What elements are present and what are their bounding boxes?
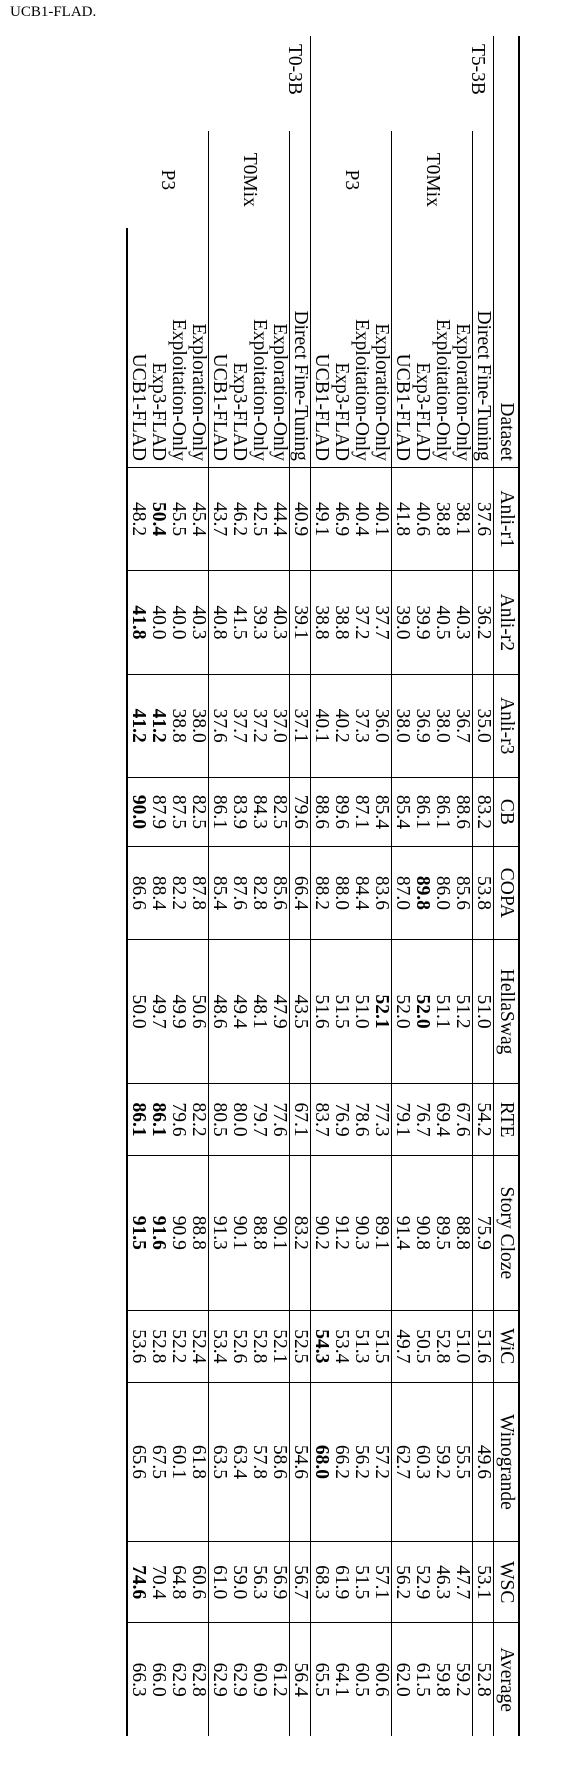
score-cell: 91.3 (209, 1155, 230, 1310)
table-row (269, 36, 290, 1736)
method-label: Direct Fine-Tuning (290, 228, 311, 467)
score-cell: 40.6 (412, 467, 432, 570)
table-row (127, 36, 148, 1736)
score-cell: 48.6 (209, 939, 230, 1084)
score-cell: 45.4 (188, 467, 209, 570)
score-cell: 51.3 (351, 1310, 371, 1382)
score-cell: 84.3 (249, 777, 269, 846)
score-cell: 82.2 (188, 1084, 209, 1155)
score-cell: 41.2 (148, 674, 168, 777)
score-cell: 55.5 (452, 1382, 473, 1541)
score-cell: 47.9 (269, 939, 290, 1084)
score-cell: 90.2 (311, 1155, 332, 1310)
score-cell: 38.0 (432, 674, 452, 777)
table-row (473, 36, 494, 1736)
score-cell: 51.5 (331, 939, 351, 1084)
score-cell: 90.9 (168, 1155, 188, 1310)
score-cell: 53.6 (127, 1310, 148, 1382)
score-cell: 52.0 (392, 939, 413, 1084)
column-header: HellaSwag (494, 939, 520, 1084)
score-cell: 53.4 (331, 1310, 351, 1382)
column-header: RTE (494, 1084, 520, 1155)
data-group-label (473, 131, 494, 228)
method-label: Exploitation-Only (249, 228, 269, 467)
method-label: Exploration-Only (188, 228, 209, 467)
score-cell: 68.3 (311, 1542, 332, 1623)
score-cell: 53.4 (209, 1310, 230, 1382)
score-cell: 88.0 (331, 846, 351, 939)
table-row (188, 36, 209, 1736)
score-cell: 62.7 (392, 1382, 413, 1541)
method-label: Exp3-FLAD (148, 228, 168, 467)
score-cell: 63.4 (229, 1382, 249, 1541)
score-cell: 39.1 (290, 571, 311, 674)
score-cell: 49.9 (168, 939, 188, 1084)
score-cell: 39.9 (412, 571, 432, 674)
score-cell: 66.2 (331, 1382, 351, 1541)
score-cell: 40.3 (269, 571, 290, 674)
score-cell: 38.8 (168, 674, 188, 777)
score-cell: 86.1 (412, 777, 432, 846)
score-cell: 75.9 (473, 1155, 494, 1310)
score-cell: 87.8 (188, 846, 209, 939)
score-cell: 62.0 (392, 1662, 413, 1697)
score-cell: 38.0 (392, 674, 413, 777)
score-cell: 70.4 (148, 1542, 168, 1623)
data-group-label: T0Mix (209, 131, 290, 228)
column-header: Average (494, 1623, 520, 1736)
header-model-cell (494, 36, 520, 131)
method-label: Exploration-Only (269, 228, 290, 467)
score-cell: 37.0 (269, 674, 290, 777)
score-cell: 62.9 (209, 1662, 230, 1697)
score-cell: 52.9 (412, 1542, 432, 1623)
score-cell: 79.7 (249, 1084, 269, 1155)
score-cell: 84.4 (351, 846, 371, 939)
score-cell: 46.2 (229, 467, 249, 570)
score-cell: 37.2 (351, 571, 371, 674)
score-cell: 62.9 (168, 1662, 189, 1697)
score-cell: 53.1 (473, 1542, 494, 1623)
score-cell: 37.6 (209, 674, 230, 777)
score-cell: 89.1 (371, 1155, 392, 1310)
score-cell: 49.1 (311, 467, 332, 570)
score-cell: 90.0 (127, 777, 148, 846)
score-cell: 87.1 (351, 777, 371, 846)
score-cell: 60.3 (412, 1382, 432, 1541)
score-cell: 83.2 (290, 1155, 311, 1310)
score-cell: 42.5 (249, 467, 269, 570)
score-cell: 91.5 (127, 1155, 148, 1310)
score-cell: 46.9 (331, 467, 351, 570)
score-cell: 91.2 (331, 1155, 351, 1310)
score-cell: 61.2 (269, 1623, 290, 1736)
score-cell: 67.6 (452, 1084, 473, 1155)
score-cell: 51.0 (452, 1310, 473, 1382)
score-cell: 79.1 (392, 1084, 413, 1155)
score-cell: 56.2 (351, 1382, 371, 1541)
score-cell: 50.0 (127, 939, 148, 1084)
score-cell: 68.0 (311, 1382, 332, 1541)
table-row (331, 36, 351, 1736)
score-cell: 90.8 (412, 1155, 432, 1310)
score-cell: 37.2 (249, 674, 269, 777)
table-row (371, 36, 392, 1736)
score-cell: 38.8 (311, 571, 332, 674)
score-cell: 56.9 (269, 1542, 290, 1623)
score-cell: 88.8 (188, 1155, 209, 1310)
score-cell: 37.6 (473, 467, 494, 570)
data-group-label (290, 131, 311, 228)
score-cell: 82.2 (168, 846, 188, 939)
score-cell: 88.4 (148, 846, 168, 939)
score-cell: 36.9 (412, 674, 432, 777)
score-cell: 86.0 (432, 846, 452, 939)
score-cell: 58.6 (269, 1382, 290, 1541)
score-cell: 62.8 (188, 1623, 209, 1736)
score-cell: 67.1 (290, 1084, 311, 1155)
score-cell: 88.6 (452, 777, 473, 846)
score-cell: 82.5 (269, 777, 290, 846)
score-cell: 62.9 (229, 1662, 250, 1697)
score-cell: 66.0 (148, 1662, 169, 1697)
score-cell: 54.2 (473, 1084, 494, 1155)
score-cell: 86.1 (432, 777, 452, 846)
method-label: Exploitation-Only (168, 228, 188, 467)
score-cell: 52.2 (168, 1310, 188, 1382)
score-cell: 52.8 (473, 1662, 494, 1697)
score-cell: 40.2 (331, 674, 351, 777)
score-cell: 57.1 (371, 1542, 392, 1623)
score-cell: 37.7 (229, 674, 249, 777)
score-cell: 57.8 (249, 1382, 269, 1541)
score-cell: 52.1 (371, 939, 392, 1084)
score-cell: 56.4 (290, 1623, 311, 1736)
score-cell: 88.8 (249, 1155, 269, 1310)
score-cell: 80.5 (209, 1084, 230, 1155)
score-cell: 85.4 (392, 777, 413, 846)
score-cell: 56.2 (392, 1542, 413, 1623)
score-cell: 59.8 (432, 1662, 453, 1697)
data-group-label: P3 (311, 131, 392, 228)
table-row (168, 36, 188, 1736)
score-cell: 66.3 (127, 1623, 148, 1736)
score-cell: 61.9 (331, 1542, 351, 1623)
score-cell: 79.6 (168, 1084, 188, 1155)
score-cell: 38.0 (188, 674, 209, 777)
data-group-label: P3 (127, 131, 209, 228)
table-row (311, 36, 332, 1736)
score-cell: 60.6 (371, 1623, 392, 1736)
score-cell: 51.5 (351, 1542, 371, 1623)
score-cell: 44.4 (269, 467, 290, 570)
score-cell: 39.0 (392, 571, 413, 674)
score-cell: 77.6 (269, 1084, 290, 1155)
results-table (126, 36, 520, 1736)
score-cell: 89.8 (412, 846, 432, 939)
score-cell: 38.8 (432, 467, 452, 570)
table-row (412, 36, 432, 1736)
score-cell: 67.5 (148, 1382, 168, 1541)
score-cell: 40.0 (148, 571, 168, 674)
score-cell: 85.6 (452, 846, 473, 939)
table-row (229, 36, 249, 1736)
score-cell: 86.6 (127, 846, 148, 939)
column-header: WSC (494, 1542, 520, 1623)
table-row (432, 36, 452, 1736)
score-cell: 83.9 (229, 777, 249, 846)
score-cell: 59.2 (452, 1623, 473, 1736)
table-body (127, 36, 494, 1736)
score-cell: 87.6 (229, 846, 249, 939)
column-header: Dataset (494, 228, 520, 467)
table-row (290, 36, 311, 1736)
score-cell: 85.4 (371, 777, 392, 846)
score-cell: 40.1 (311, 674, 332, 777)
column-header: COPA (494, 846, 520, 939)
score-cell: 65.5 (311, 1662, 332, 1697)
score-cell: 85.6 (269, 846, 290, 939)
score-cell: 52.0 (412, 939, 432, 1084)
score-cell: 86.1 (148, 1084, 168, 1155)
score-cell: 52.4 (188, 1310, 209, 1382)
score-cell: 39.3 (249, 571, 269, 674)
method-label: UCB1-FLAD (311, 228, 332, 467)
score-cell: 51.0 (351, 939, 371, 1084)
score-cell: 50.5 (412, 1310, 432, 1382)
score-cell: 83.2 (473, 777, 494, 846)
score-cell: 90.1 (229, 1155, 249, 1310)
score-cell: 89.5 (432, 1155, 452, 1310)
table-row (452, 36, 473, 1736)
score-cell: 49.4 (229, 939, 249, 1084)
method-label: Exploitation-Only (432, 228, 452, 467)
score-cell: 56.7 (290, 1542, 311, 1623)
score-cell: 40.9 (290, 467, 311, 570)
score-cell: 40.5 (432, 571, 452, 674)
score-cell: 38.8 (331, 571, 351, 674)
score-cell: 52.5 (290, 1310, 311, 1382)
model-label: T5-3B (467, 44, 488, 95)
table-row (392, 36, 413, 1736)
score-cell: 50.4 (148, 467, 168, 570)
score-cell: 45.5 (168, 467, 188, 570)
score-cell: 91.6 (148, 1155, 168, 1310)
method-label: Exp3-FLAD (412, 228, 432, 467)
score-cell: 43.5 (290, 939, 311, 1084)
score-cell: 76.7 (412, 1084, 432, 1155)
score-cell: 85.4 (209, 846, 230, 939)
table-row (249, 36, 269, 1736)
method-label: Exploitation-Only (351, 228, 371, 467)
score-cell: 52.8 (432, 1310, 452, 1382)
method-label: UCB1-FLAD (127, 228, 148, 467)
score-cell: 74.6 (127, 1542, 148, 1623)
score-cell: 41.5 (229, 571, 249, 674)
column-header: Anli-r1 (494, 467, 520, 570)
score-cell: 88.8 (452, 1155, 473, 1310)
score-cell: 64.1 (331, 1662, 352, 1697)
score-cell: 86.1 (209, 777, 230, 846)
column-header: Anli-r3 (494, 674, 520, 777)
column-header: Anli-r2 (494, 571, 520, 674)
score-cell: 53.8 (473, 846, 494, 939)
score-cell: 60.9 (249, 1662, 270, 1697)
method-label: Direct Fine-Tuning (473, 228, 494, 467)
score-cell: 69.4 (432, 1084, 452, 1155)
score-cell: 40.3 (188, 571, 209, 674)
score-cell: 87.0 (392, 846, 413, 939)
table-row (351, 36, 371, 1736)
score-cell: 90.1 (269, 1155, 290, 1310)
score-cell: 41.8 (392, 467, 413, 570)
score-cell: 40.8 (209, 571, 230, 674)
method-label: UCB1-FLAD (392, 228, 413, 467)
score-cell: 88.6 (311, 777, 332, 846)
score-cell: 60.6 (188, 1542, 209, 1623)
score-cell: 37.7 (371, 571, 392, 674)
table-row (209, 36, 230, 1736)
score-cell: 43.7 (209, 467, 230, 570)
score-cell: 57.2 (371, 1382, 392, 1541)
score-cell: 52.6 (229, 1310, 249, 1382)
score-cell: 61.5 (412, 1662, 433, 1697)
column-header: Winogrande (494, 1382, 520, 1541)
score-cell: 83.6 (371, 846, 392, 939)
score-cell: 66.4 (290, 846, 311, 939)
score-cell: 52.8 (249, 1310, 269, 1382)
table-row (148, 36, 168, 1736)
method-label: Exp3-FLAD (331, 228, 351, 467)
score-cell: 76.9 (331, 1084, 351, 1155)
score-cell: 54.6 (290, 1382, 311, 1541)
score-cell: 56.3 (249, 1542, 269, 1623)
score-cell: 83.7 (311, 1084, 332, 1155)
score-cell: 63.5 (209, 1382, 230, 1541)
header-row (494, 36, 520, 1736)
column-header: WiC (494, 1310, 520, 1382)
score-cell: 86.1 (127, 1084, 148, 1155)
score-cell: 64.8 (168, 1542, 188, 1623)
score-cell: 36.2 (473, 571, 494, 674)
score-cell: 77.3 (371, 1084, 392, 1155)
score-cell: 37.1 (290, 674, 311, 777)
score-cell: 82.8 (249, 846, 269, 939)
score-cell: 89.6 (331, 777, 351, 846)
table-caption: UCB1-FLAD. (10, 4, 97, 20)
column-header: CB (494, 777, 520, 846)
score-cell: 59.2 (432, 1382, 452, 1541)
method-label: Exploration-Only (452, 228, 473, 467)
score-cell: 40.4 (351, 467, 371, 570)
score-cell: 51.1 (432, 939, 452, 1084)
score-cell: 91.4 (392, 1155, 413, 1310)
score-cell: 52.8 (148, 1310, 168, 1382)
score-cell: 46.3 (432, 1542, 452, 1623)
score-cell: 51.6 (311, 939, 332, 1084)
score-cell: 78.6 (351, 1084, 371, 1155)
score-cell: 59.0 (229, 1542, 249, 1623)
method-label: UCB1-FLAD (209, 228, 230, 467)
score-cell: 82.5 (188, 777, 209, 846)
score-cell: 80.0 (229, 1084, 249, 1155)
score-cell: 50.6 (188, 939, 209, 1084)
score-cell: 61.0 (209, 1542, 230, 1623)
score-cell: 54.3 (311, 1310, 332, 1382)
score-cell: 40.1 (371, 467, 392, 570)
score-cell: 87.5 (168, 777, 188, 846)
score-cell: 52.1 (269, 1310, 290, 1382)
score-cell: 35.0 (473, 674, 494, 777)
score-cell: 36.0 (371, 674, 392, 777)
score-cell: 87.9 (148, 777, 168, 846)
score-cell: 51.5 (371, 1310, 392, 1382)
score-cell: 41.2 (127, 674, 148, 777)
data-group-label: T0Mix (392, 131, 473, 228)
model-label: T0-3B (127, 36, 311, 131)
score-cell: 40.3 (452, 571, 473, 674)
score-cell: 51.2 (452, 939, 473, 1084)
header-group-cell (494, 131, 520, 228)
score-cell: 37.3 (351, 674, 371, 777)
score-cell: 49.7 (148, 939, 168, 1084)
score-cell: 90.3 (351, 1155, 371, 1310)
score-cell: 60.1 (168, 1382, 188, 1541)
score-cell: 61.8 (188, 1382, 209, 1541)
score-cell: 48.1 (249, 939, 269, 1084)
score-cell: 47.7 (452, 1542, 473, 1623)
score-cell: 49.6 (473, 1382, 494, 1541)
score-cell: 65.6 (127, 1382, 148, 1541)
score-cell: 51.6 (473, 1310, 494, 1382)
rotated-table-container (20, 36, 520, 1736)
column-header: Story Cloze (494, 1155, 520, 1310)
score-cell: 60.5 (351, 1662, 372, 1697)
score-cell: 40.0 (168, 571, 188, 674)
method-label: Exp3-FLAD (229, 228, 249, 467)
score-cell: 49.7 (392, 1310, 413, 1382)
score-cell: 51.0 (473, 939, 494, 1084)
score-cell: 41.8 (127, 571, 148, 674)
score-cell: 79.6 (290, 777, 311, 846)
score-cell: 88.2 (311, 846, 332, 939)
score-cell: 36.7 (452, 674, 473, 777)
score-cell: 38.1 (452, 467, 473, 570)
score-cell: 48.2 (127, 467, 148, 570)
method-label: Exploration-Only (371, 228, 392, 467)
